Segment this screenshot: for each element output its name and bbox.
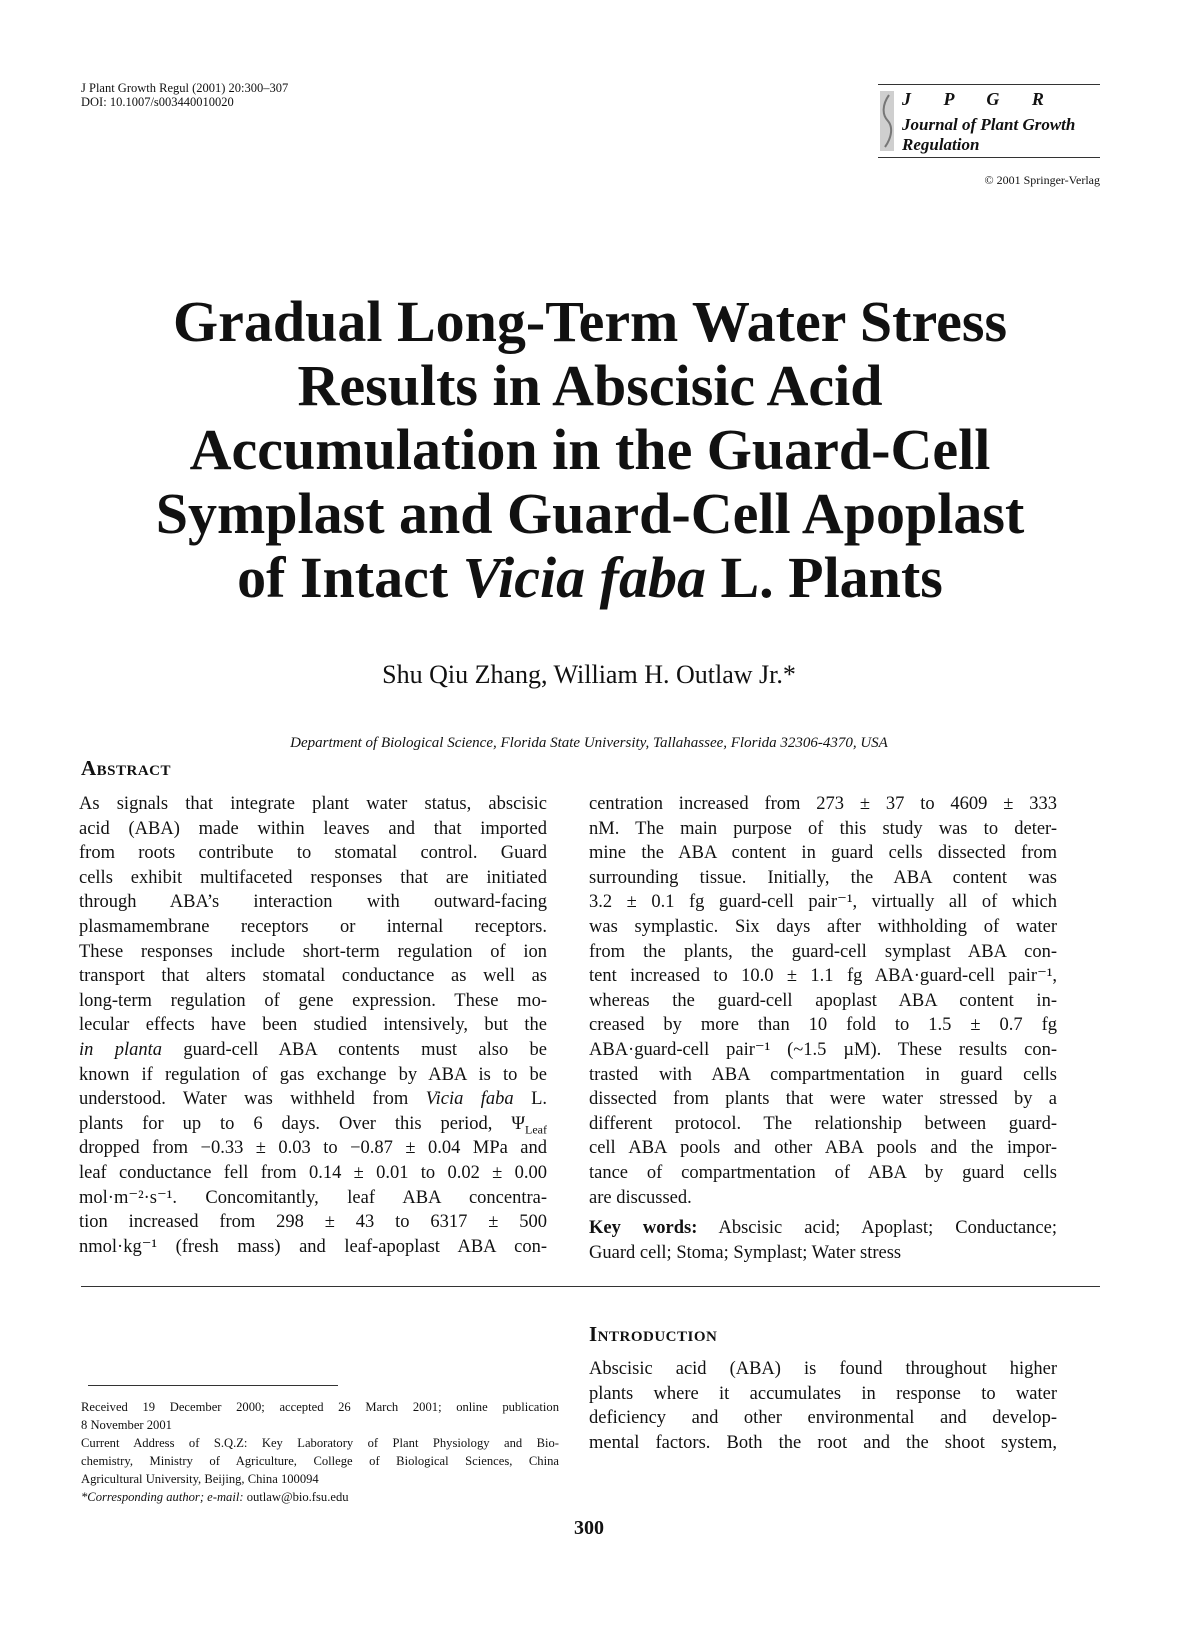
text-line: plants where it accumulates in response to water (589, 1383, 1057, 1404)
text-line: trasted with ABA compartmentation in guard cells (589, 1064, 1057, 1085)
text-line: tance of compartmentation of ABA by guard cells (589, 1162, 1057, 1183)
text-line: These responses include short-term regulation of ion (79, 941, 547, 962)
text-line: plasmamembrane receptors or internal receptors. (79, 916, 547, 937)
species-name: Vicia faba (462, 545, 706, 610)
text-line: ABA·guard-cell pair⁻¹ (~1.5 µM). These results con- (589, 1039, 1057, 1060)
text-line: deficiency and other environmental and develop- (589, 1408, 1057, 1429)
doi: DOI: 10.1007/s003440010020 (81, 95, 234, 109)
text-line: As signals that integrate plant water status, abscisic (79, 794, 547, 814)
section-divider (81, 1286, 1100, 1287)
corresponding-author: *Corresponding author; e-mail: outlaw@bio.fsu.edu (81, 1490, 349, 1504)
article-title (60, 290, 1120, 610)
text-line: from roots contribute to stomatal control. Guard (79, 843, 547, 864)
text-line: nmol·kg⁻¹ (fresh mass) and leaf-apoplast ABA con- (79, 1236, 547, 1257)
journal-logo-mark-icon (880, 91, 894, 151)
text-line: Abscisic acid (ABA) is found throughout higher (589, 1359, 1057, 1379)
text-line: transport that alters stomatal conductance as well as (79, 966, 547, 987)
journal-citation-block (81, 81, 288, 109)
introduction-column (589, 1357, 1057, 1455)
journal-name (902, 115, 1075, 155)
journal-name-line: Regulation (902, 135, 980, 154)
text-line: cell ABA pools and other ABA pools and the impor- (589, 1138, 1057, 1159)
abstract-left-column (79, 792, 547, 1259)
journal-abbreviation: J P G R (902, 89, 1058, 109)
footnote-line: 8 November 2001 (81, 1418, 172, 1432)
text-line: known if regulation of gas exchange by ABA is to be (79, 1064, 547, 1085)
footnote-line: chemistry, Ministry of Agriculture, College of Biological Sciences, China (81, 1454, 559, 1468)
text-line: tion increased from 298 ± 43 to 6317 ± 500 (79, 1212, 547, 1233)
text-line: dropped from −0.33 ± 0.03 to −0.87 ± 0.04 MPa and (79, 1138, 547, 1159)
text-line: centration increased from 273 ± 37 to 4609 ± 333 (589, 794, 1057, 814)
title-line: Gradual Long-Term Water Stress (172, 289, 1008, 354)
abstract-right-column (589, 792, 1057, 1265)
introduction-heading: Introduction (589, 1322, 718, 1346)
text-line: nM. The main purpose of this study was to deter- (589, 818, 1057, 839)
text-line: are discussed. (589, 1187, 692, 1208)
text-line: lecular effects have been studied intensively, but the (79, 1015, 547, 1036)
text-line: dissected from plants that were water stressed by a (589, 1089, 1057, 1110)
affiliation: Department of Biological Science, Florida State University, Tallahassee, Florida 32306-4370, USA (290, 735, 888, 751)
journal-citation: J Plant Growth Regul (2001) 20:300–307 (81, 81, 289, 95)
text-line: whereas the guard-cell apoplast ABA content in- (589, 990, 1057, 1011)
email-link[interactable]: outlaw@bio.fsu.edu (243, 1490, 349, 1504)
text-line: in planta guard-cell ABA contents must also be (79, 1039, 548, 1060)
title-line: Accumulation in the Guard-Cell (189, 417, 991, 482)
copyright: © 2001 Springer-Verlag (984, 173, 1100, 187)
text-line: different protocol. The relationship between guard- (589, 1113, 1057, 1134)
title-line: Symplast and Guard-Cell Apoplast (155, 481, 1025, 546)
keywords-line: Guard cell; Stoma; Symplast; Water stress (589, 1242, 902, 1263)
abstract-heading: Abstract (81, 756, 172, 780)
text-line: mental factors. Both the root and the shoot system, (589, 1432, 1057, 1453)
footnote-rule (88, 1385, 338, 1386)
text-line: understood. Water was withheld from Vicia faba L. (79, 1089, 547, 1110)
footnote-line: Received 19 December 2000; accepted 26 March 2001; online publication (81, 1400, 559, 1414)
page-number: 300 (574, 1517, 604, 1539)
text-line: creased by more than 10 fold to 1.5 ± 0.7 fg (589, 1015, 1057, 1036)
journal-name-line: Journal of Plant Growth (902, 115, 1076, 134)
text-line: cells exhibit multifaceted responses that are initiated (79, 867, 547, 888)
text-line: long-term regulation of gene expression. These mo- (79, 990, 547, 1011)
text-line: was symplastic. Six days after withholding of water (589, 916, 1057, 937)
text-line: from the plants, the guard-cell symplast ABA con- (589, 941, 1057, 962)
text-line: plants for up to 6 days. Over this period, $\Psi_{Leaf}$ (79, 1113, 547, 1137)
text-line: mine the ABA content in guard cells dissected from (589, 843, 1057, 864)
text-line: 3.2 ± 0.1 fg guard-cell pair⁻¹, virtually all of which (589, 892, 1057, 913)
text-line: through ABA’s interaction with outward-facing (79, 892, 547, 913)
keywords: Key words: Abscisic acid; Apoplast; Conductance; (589, 1218, 1057, 1239)
text-line: acid (ABA) made within leaves and that imported (79, 818, 547, 839)
footnote-line: Current Address of S.Q.Z: Key Laboratory of Plant Physiology and Bio- (81, 1436, 559, 1450)
title-line: of Intact Vicia faba L. Plants (237, 545, 943, 610)
text-line: leaf conductance fell from 0.14 ± 0.01 to 0.02 ± 0.00 (79, 1162, 547, 1183)
text-line: mol·m⁻²·s⁻¹. Concomitantly, leaf ABA concentra- (79, 1187, 547, 1208)
text-line: tent increased to 10.0 ± 1.1 fg ABA·guard-cell pair⁻¹, (589, 966, 1057, 987)
text-line: surrounding tissue. Initially, the ABA content was (589, 867, 1057, 888)
authors: Shu Qiu Zhang, William H. Outlaw Jr.* (382, 660, 796, 689)
journal-logo (878, 84, 1100, 158)
title-line: Results in Abscisic Acid (297, 353, 883, 418)
footnote-line: Agricultural University, Beijing, China 100094 (81, 1472, 319, 1486)
footnotes (81, 1398, 559, 1506)
